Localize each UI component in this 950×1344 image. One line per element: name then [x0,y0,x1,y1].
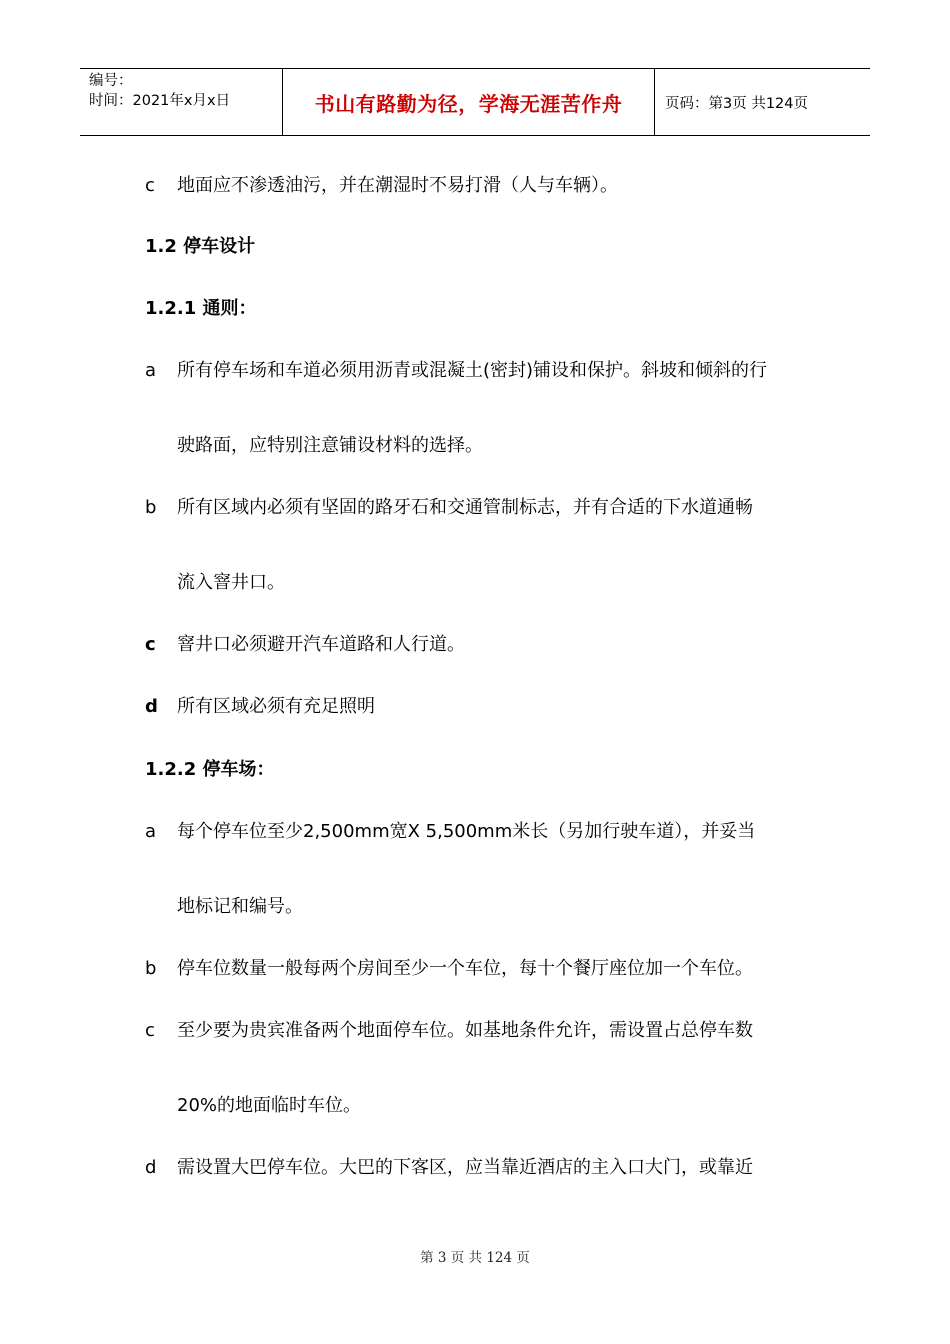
list-marker: d [145,1157,157,1178]
list-text-continuation: 驶路面，应特别注意铺设材料的选择。 [177,435,483,456]
list-text: 窨井口必须避开汽车道路和人行道。 [177,634,465,655]
list-item [145,1156,753,1180]
list-item [145,1019,753,1043]
list-marker: b [145,958,157,979]
list-item [145,820,755,844]
list-item [145,633,465,657]
list-text: 所有区域内必须有坚固的路牙石和交通管制标志，并有合适的下水道通畅 [177,497,753,518]
section-heading: 1.2 停车设计 [145,236,256,257]
list-text: 每个停车位至少2,500mm宽X 5,500mm米长（另加行驶车道），并妥当 [177,821,756,842]
list-marker: a [145,821,157,842]
list-text: 地面应不渗透油污，并在潮湿时不易打滑（人与车辆）。 [177,175,618,196]
list-text-continuation: 地标记和编号。 [177,896,303,917]
list-text: 至少要为贵宾准备两个地面停车位。如基地条件允许，需设置占总停车数 [177,1020,753,1041]
list-text: 所有区域必须有充足照明 [177,696,375,717]
list-marker: d [145,696,158,717]
list-marker: a [145,360,157,381]
list-text: 停车位数量一般每两个房间至少一个车位，每十个餐厅座位加一个车位。 [177,958,753,979]
list-item [145,359,767,383]
document-number: 编号： [89,73,133,89]
subsection-heading: 1.2.2 停车场： [145,759,275,780]
document-date: 时间：2021年x月x日 [89,93,231,109]
list-text: 需设置大巴停车位。大巴的下客区，应当靠近酒店的主入口大门，或靠近 [177,1157,753,1178]
list-item [145,957,753,981]
subsection-heading: 1.2.1 通则： [145,298,257,319]
header-page-number: 页码：第3页 共124页 [665,95,809,112]
list-marker: c [145,1020,155,1041]
list-text-continuation: 20%的地面临时车位。 [177,1095,362,1116]
list-marker: c [145,634,156,655]
list-item [145,695,375,719]
page-header [80,68,870,136]
list-marker: c [145,175,155,196]
page-footer: 第 3 页 共 124 页 [420,1250,530,1266]
header-motto: 书山有路勤为径，学海无涯苦作舟 [282,69,655,135]
list-marker: b [145,497,157,518]
list-item [145,496,753,520]
header-meta [80,69,282,135]
list-item [145,174,618,198]
list-text: 所有停车场和车道必须用沥青或混凝土(密封)铺设和保护。斜坡和倾斜的行 [177,360,768,381]
list-text-continuation: 流入窨井口。 [177,572,285,593]
